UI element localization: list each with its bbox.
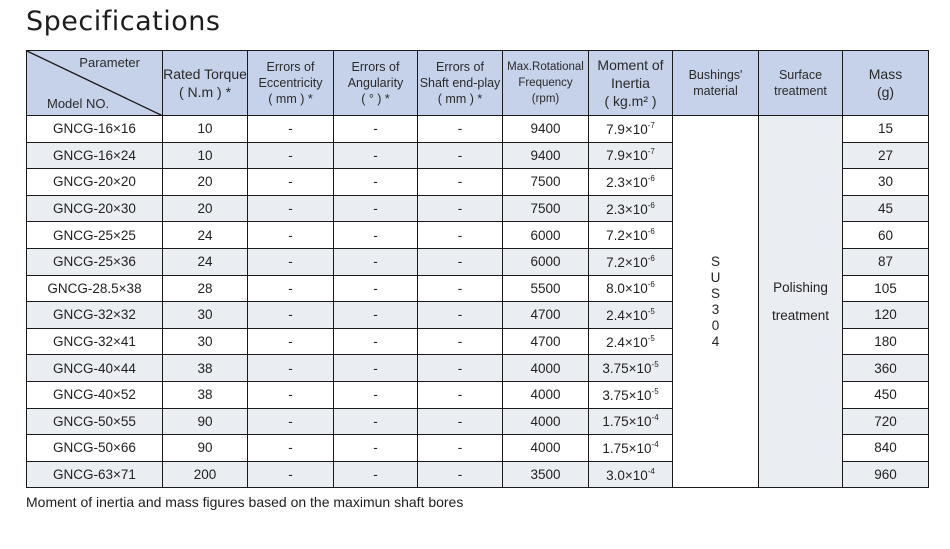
cell-model: GNCG-50×66 [27,435,163,462]
cell-torque: 20 [163,169,248,196]
inertia-exponent: -5 [647,306,655,316]
header-moment-of-inertia: Moment of Inertia ( kg.m² ) [589,51,673,116]
cell-end-play: - [418,302,503,329]
inertia-exponent: -5 [647,333,655,343]
cell-mass: 720 [843,408,929,435]
table-row [27,116,929,143]
cell-inertia [589,195,673,222]
inertia-exponent: -6 [647,280,655,290]
header-bushings-material: Bushings' material [673,51,759,116]
footnote: Moment of inertia and mass figures based on the maximun shaft bores [26,494,464,510]
table-body [27,116,929,488]
inertia-exponent: -4 [647,466,655,476]
cell-torque: 24 [163,248,248,275]
cell-mass: 60 [843,222,929,249]
cell-torque: 200 [163,461,248,488]
inertia-base: 7.9×10 [606,121,648,137]
surface-treatment-line: treatment [771,307,830,323]
inertia-exponent: -7 [647,120,655,130]
cell-end-play: - [418,355,503,382]
cell-model: GNCG-28.5×38 [27,275,163,302]
cell-eccentricity: - [248,195,334,222]
cell-model: GNCG-16×24 [27,142,163,169]
inertia-base: 2.4×10 [606,334,648,350]
inertia-base: 1.75×10 [602,414,652,430]
cell-end-play: - [418,435,503,462]
cell-end-play: - [418,381,503,408]
cell-end-play: - [418,408,503,435]
cell-end-play: - [418,328,503,355]
cell-end-play: - [418,461,503,488]
inertia-base: 2.3×10 [606,201,648,217]
cell-torque: 38 [163,381,248,408]
cell-inertia [589,302,673,329]
cell-end-play: - [418,116,503,143]
inertia-exponent: -4 [651,439,659,449]
inertia-base: 3.75×10 [602,387,652,403]
cell-eccentricity: - [248,435,334,462]
cell-mass: 840 [843,435,929,462]
cell-mass: 120 [843,302,929,329]
inertia-base: 7.2×10 [606,254,648,270]
cell-end-play: - [418,142,503,169]
cell-angularity: - [334,381,418,408]
inertia-base: 2.3×10 [606,174,648,190]
cell-mass: 15 [843,116,929,143]
cell-torque: 38 [163,355,248,382]
cell-surface-treatment [759,116,843,488]
cell-model: GNCG-63×71 [27,461,163,488]
bushings-material-char: S [710,285,720,301]
inertia-exponent: -4 [651,413,659,423]
cell-speed: 4700 [503,302,589,329]
bushings-material-char: 4 [711,333,720,349]
inertia-base: 7.2×10 [606,228,648,244]
header-max-rotational-frequency: Max.Rotational Frequency (rpm) [503,51,589,116]
cell-torque: 30 [163,302,248,329]
inertia-exponent: -6 [647,227,655,237]
bushings-material-char: 0 [711,317,720,333]
cell-end-play: - [418,248,503,275]
cell-angularity: - [334,275,418,302]
cell-inertia [589,248,673,275]
cell-mass: 87 [843,248,929,275]
inertia-base: 7.9×10 [606,148,648,164]
cell-inertia [589,142,673,169]
inertia-exponent: -5 [651,386,659,396]
bushings-material-char: 3 [711,301,720,317]
cell-speed: 4700 [503,328,589,355]
cell-bushings-material [673,116,759,488]
cell-speed: 4000 [503,355,589,382]
cell-inertia [589,116,673,143]
cell-speed: 5500 [503,275,589,302]
cell-eccentricity: - [248,461,334,488]
inertia-base: 1.75×10 [602,440,652,456]
cell-inertia [589,435,673,462]
cell-angularity: - [334,169,418,196]
cell-speed: 4000 [503,381,589,408]
cell-model: GNCG-25×36 [27,248,163,275]
cell-mass: 30 [843,169,929,196]
cell-model: GNCG-50×55 [27,408,163,435]
cell-eccentricity: - [248,142,334,169]
cell-inertia [589,381,673,408]
cell-speed: 4000 [503,435,589,462]
inertia-exponent: -7 [647,147,655,157]
cell-mass: 450 [843,381,929,408]
cell-speed: 3500 [503,461,589,488]
cell-angularity: - [334,435,418,462]
inertia-base: 3.75×10 [602,361,652,377]
cell-angularity: - [334,222,418,249]
cell-angularity: - [334,328,418,355]
cell-angularity: - [334,408,418,435]
inertia-base: 8.0×10 [606,281,648,297]
inertia-exponent: -6 [647,253,655,263]
cell-angularity: - [334,355,418,382]
cell-model: GNCG-32×32 [27,302,163,329]
header-corner [27,51,163,116]
header-surface-treatment: Surface treatment [759,51,843,116]
cell-speed: 4000 [503,408,589,435]
cell-inertia [589,355,673,382]
cell-eccentricity: - [248,381,334,408]
inertia-exponent: -5 [651,360,659,370]
cell-end-play: - [418,222,503,249]
bushings-material-char: S [710,253,720,269]
cell-end-play: - [418,195,503,222]
cell-inertia [589,169,673,196]
cell-inertia [589,408,673,435]
cell-torque: 90 [163,435,248,462]
header-angularity: Errors of Angularity ( ° ) * [334,51,418,116]
cell-mass: 180 [843,328,929,355]
model-no-label: Model NO. [47,96,110,111]
cell-angularity: - [334,248,418,275]
cell-model: GNCG-40×52 [27,381,163,408]
cell-torque: 20 [163,195,248,222]
inertia-base: 2.4×10 [606,307,648,323]
cell-speed: 7500 [503,195,589,222]
cell-speed: 6000 [503,248,589,275]
cell-speed: 9400 [503,142,589,169]
inertia-exponent: -6 [647,173,655,183]
cell-mass: 105 [843,275,929,302]
header-row [27,51,929,116]
inertia-exponent: -6 [647,200,655,210]
cell-model: GNCG-16×16 [27,116,163,143]
cell-inertia [589,328,673,355]
cell-mass: 960 [843,461,929,488]
cell-inertia [589,222,673,249]
cell-model: GNCG-20×30 [27,195,163,222]
bushings-material-char: U [710,269,721,285]
cell-torque: 10 [163,116,248,143]
cell-speed: 6000 [503,222,589,249]
cell-eccentricity: - [248,222,334,249]
cell-eccentricity: - [248,408,334,435]
cell-eccentricity: - [248,169,334,196]
header-shaft-end-play: Errors of Shaft end-play ( mm ) * [418,51,503,116]
header-eccentricity: Errors of Eccentricity ( mm ) * [248,51,334,116]
inertia-base: 3.0×10 [606,467,648,483]
cell-torque: 10 [163,142,248,169]
page-title: Specifications [26,6,221,37]
parameter-label: Parameter [79,55,140,70]
cell-inertia [589,275,673,302]
cell-eccentricity: - [248,302,334,329]
cell-eccentricity: - [248,116,334,143]
header-mass: Mass (g) [843,51,929,116]
cell-speed: 9400 [503,116,589,143]
cell-torque: 28 [163,275,248,302]
specifications-table [26,50,929,488]
surface-treatment-line: Polishing [773,279,828,295]
cell-torque: 90 [163,408,248,435]
cell-speed: 7500 [503,169,589,196]
cell-angularity: - [334,302,418,329]
cell-model: GNCG-25×25 [27,222,163,249]
cell-eccentricity: - [248,248,334,275]
header-rated-torque: Rated Torque ( N.m ) * [163,51,248,116]
cell-angularity: - [334,195,418,222]
cell-end-play: - [418,169,503,196]
cell-model: GNCG-32×41 [27,328,163,355]
cell-mass: 45 [843,195,929,222]
cell-torque: 24 [163,222,248,249]
cell-model: GNCG-20×20 [27,169,163,196]
cell-angularity: - [334,116,418,143]
cell-angularity: - [334,142,418,169]
cell-eccentricity: - [248,355,334,382]
cell-eccentricity: - [248,275,334,302]
cell-end-play: - [418,275,503,302]
cell-inertia [589,461,673,488]
cell-eccentricity: - [248,328,334,355]
cell-mass: 360 [843,355,929,382]
cell-model: GNCG-40×44 [27,355,163,382]
cell-angularity: - [334,461,418,488]
cell-mass: 27 [843,142,929,169]
cell-torque: 30 [163,328,248,355]
